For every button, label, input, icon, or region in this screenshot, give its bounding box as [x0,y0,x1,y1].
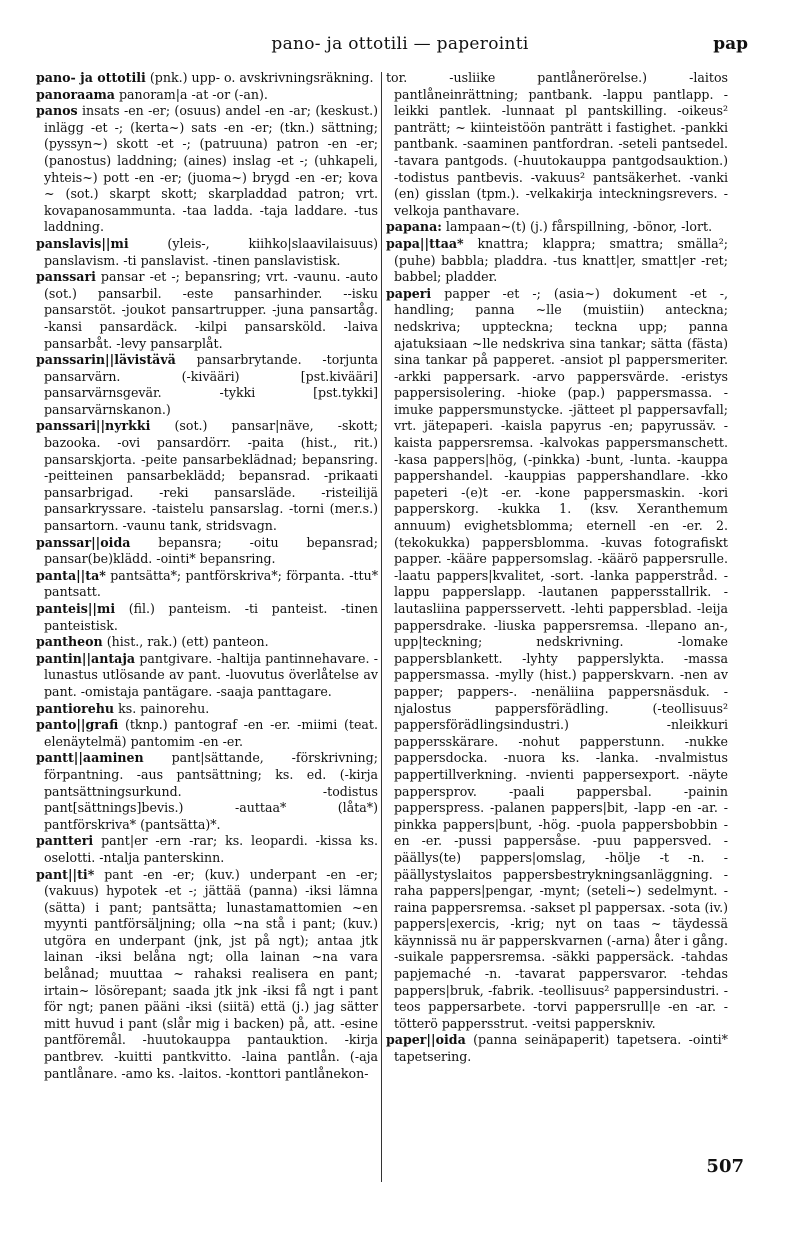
entry-definition: knattra; klappra; smattra; smälla²; (puhe) babbla; pladdra. -tus knatt|er, smatt|er -ret; babbel; pladder. [394,235,728,285]
entry-definition: tor. -usliike pantlånerörelse.) -laitos pantlåneinrättning; pantbank. -lappu pantlapp. -leikki pantlek. -lunnaat pl pantskilling. -oikeus² panträtt; ~ kiinteistöön panträtt i fastighet. -pankki pantbank. -saaminen pantfordran. -seteli pantsedel. -tavara pantgods. (-huutokauppa pantgodsauktion.) -todistus pantbevis. -vakuus² pantsäkerhet. -vanki (en) gisslan (tpm.). -velkakirja inteckningsrevers. -velkoja panthavare. [386,70,728,218]
dictionary-entry [386,219,728,236]
dictionary-entry [36,352,378,418]
entry-headword: panssari [36,269,96,285]
dictionary-entry [36,269,378,352]
entry-definition: pantsätta*; pantförskriva*; förpanta. -ttu* pantsatt. [44,567,378,600]
entry-headword: pantteri [36,833,94,849]
entry-definition: insats -en -er; (osuus) andel -en -ar; (keskust.) inlägg -et -; (kerta~) sats -en -er; (tkn.) sättning; (pyssyn~) skott -et -; (patruuna) patron -en -er; (panostus) laddning; (aines) inslag -et -; (uhkapeli, yhteis~) pott -en -er; (juoma~) brygd -en -er; kova ~ (sot.) skarpt skott; skarpladdad patron; vrt. kovapanosammunta. -taa ladda. -taja laddare. -tus laddning. [44,103,378,235]
entry-headword: panslavis||mi [36,235,129,251]
dictionary-entry [36,87,378,104]
entry-headword: panto||grafi [36,717,119,733]
entry-headword: pano- ja ottotili [36,70,146,85]
entry-headword: panoraama [36,86,115,102]
entry-headword: pantin||antaja [36,650,136,666]
dictionary-entry [36,651,378,701]
entry-definition: (fil.) panteism. -ti panteist. -tinen panteistisk. [44,601,378,633]
dictionary-entry [36,568,378,601]
dictionary-entry [36,750,378,833]
entry-headword: pantheon [36,634,103,650]
dictionary-entry [36,535,378,568]
entry-definition: pant|sättande, -förskrivning; förpantning. -aus pantsättning; ks. ed. (-kirja pantsättningsurkund. -todistus pant[sättnings]bevis.) -auttaa* (låta*) pantförskriva* (pantsätta)*. [44,750,378,832]
dictionary-entry [386,70,728,219]
dictionary-entry [36,236,378,269]
entry-definition: pantgivare. -haltija pantinnehavare. -lunastus utlösande av pant. -luovutus överlåtelse av pant. -omistaja pantägare. -saaja panttagare. [44,650,378,699]
running-title: pano- ja ottotili — paperointi [271,34,529,54]
dictionary-entry [36,634,378,651]
dictionary-entry [386,1032,728,1065]
entry-definition: (tknp.) pantograf -en -er. -miimi (teat. elenäytelmä) pantomim -en -er. [44,717,378,749]
entry-definition: pant -en -er; (kuv.) underpant -en -er; (vakuus) hypotek -et -; jättää (panna) -iksi lämna (sätta) i pant; pantsätta; lunastamattomien ~en myynti pantförsäljning; olla ~na stå i pant; (kuv.) utgöra en underpant (jnk, jst på ngt); antaa jtk lainan -iksi belåna ngt; olla lainan ~na vara belånad; muuttaa ~ rahaksi realisera en pant; irtain~ lösörepant; saada jtk jnk -iksi få ngt i pant för ngt; panen pääni -iksi (siitä) että (j.) jag sätter mitt huvud i pant (slår mig i backen) på, att. -esine pantföremål. -huutokauppa pantauktion. -kirja pantbrev. -kuitti pantkvitto. -laina pantlån. (-aja pantlånare. -amo ks. -laitos. -konttori pantlånekon- [44,866,378,1081]
dictionary-entry [36,70,378,87]
entry-headword: panteis||mi [36,601,116,616]
entry-headword: papa||ttaa* [386,235,464,251]
left-column [36,70,378,1082]
entry-definition: (yleis-, kiihko|slaavilaisuus) panslavism. -ti panslavist. -tinen panslavistisk. [44,235,378,268]
page-number: 507 [706,1156,744,1177]
column-divider [381,72,382,1182]
entry-definition: (panna seinäpaperit) tapetsera. -ointi* tapetsering. [394,1032,728,1065]
entry-headword: pantt||aaminen [36,750,144,766]
entry-definition: panoram|a -at -or (-an). [118,86,268,102]
entry-headword: panssari||nyrkki [36,418,151,434]
entry-headword: panssarin||lävistävä [36,352,176,368]
entry-definition: pansar -et -; bepansring; vrt. -vaunu. -auto (sot.) pansarbil. -este pansarhinder. --isku pansarstöt. -joukot pansartrupper. -juna pansartåg. -kansi pansardäck. -kilpi pansarsköld. -laiva pansarbåt. -levy pansarplåt. [44,269,378,351]
dictionary-entry [36,833,378,866]
entry-definition: bepansra; -oitu bepansrad; pansar(be)klädd. -ointi* bepansring. [44,534,378,567]
entry-definition: (hist., rak.) (ett) panteon. [106,634,269,650]
entry-headword: pantiorehu [36,700,115,716]
right-column [386,70,728,1066]
entry-definition: ks. painorehu. [118,700,210,716]
dictionary-entry [386,236,728,286]
entry-headword: paperi [386,285,432,301]
entry-headword: panta||ta* [36,567,106,583]
dictionary-entry [36,867,378,1083]
entry-definition: pansarbrytande. -torjunta pansarvärn. (-kivääri) [pst.kivääri] pansarvärnsgevär. -tykki [pst.tykki] pansarvärnskanon.) [44,352,378,417]
entry-headword: panssar||oida [36,534,131,550]
guide-word: pap [713,34,748,54]
dictionary-entry [36,701,378,718]
dictionary-entry [386,286,728,1033]
entry-headword: panos [36,103,78,119]
entry-definition: papper -et -; (asia~) dokument -et -, handling; panna ~lle (muistiin) anteckna; nedskriva; uppteckna; teckna upp; panna ajatuksiaan ~lle nedskriva sina tankar; sätta (fästa) sina tankar på papperet. -ansiot pl pappersmeriter. -arkki pappersark. -arvo pappersvärde. -eristys pappersisolering. -hioke (pap.) pappersmassa. -imuke pappersmunstycke. -jätteet pl pappersavfall; vrt. jätepaperi. -kaisla papyrus -en; papyrussäv. -kaista pappersremsa. -kalvokas pappersmanschett. -kasa pappers|hög, (-pinkka) -bunt, -lunta. -kauppa pappershandel. -kauppias pappershandlare. -kko papeteri -(e)t -er. -kone pappersmaskin. -kori papperskorg. -kukka 1. (ksv. Xeranthemum annuum) evighetsblomma; eternell -en -er. 2. (tekokukka) pappersblomma. -kuvas fotografiskt papper. -kääre pappersomslag. -käärö pappersrulle. -laatu pappers|kvalitet, -sort. -lanka papperstråd. -lappu papperslapp. -lautanen pappersstallrik. -lautasliina pappersservett. -lehti pappersblad. -leija pappersdrake. -liuska pappersremsa. -llepano an-, upp|teckning; nedskrivning. -lomake pappersblankett. -lyhty papperslykta. -massa pappersmassa. -mylly (hist.) papperskvarn. -nen av papper; pappers-. -nenäliina pappersnäsduk. -njalostus pappersförädling. (-teollisuus² pappersförädlingsindustri.) -nleikkuri pappersskärare. -nohut papperstunn. -nukke pappersdocka. -nuora ks. -lanka. -nvalmistus pappertillverkning. -nvienti pappersexport. -näyte pappersprov. -paali pappersbal. -painin papperspress. -palanen pappers|bit, -lapp -en -ar. -pinkka pappers|bunt, -hög. -puola pappersbobbin -en -er. -pussi pappersåse. -puu pappersved. -päällys(te) pappers|omslag, -hölje -t -n. -päällystyslaitos pappersbestrykningsanläggning. -raha pappers|pengar, -mynt; (seteli~) sedelmynt. -raina pappersremsa. -sakset pl pappersax. -sota (iv.) pappers|exercis, -krig; nyt on taas ~ täydessä käynnissä nu är papperskvarnen (-arna) åter i gång. -suikale pappersremsa. -säkki pappersäck. -tahdas papjemaché -n. -tavarat pappersvaror. -tehdas pappers|bruk, -fabrik. -teollisuus² pappersindustri. -teos pappersarbete. -torvi pappersrull|e -en -ar. -tötterö pappersstrut. -veitsi papperskniv. [394,285,728,1031]
entry-definition: (pnk.) upp- o. avskrivningsräkning. [149,70,374,85]
entry-definition: pant|er -ern -rar; ks. leopardi. -kissa ks. oselotti. -ntalja panterskinn. [44,833,378,865]
dictionary-entry [36,717,378,750]
entry-definition: lampaan~(t) (j.) fårspillning, -bönor, -lort. [445,219,713,235]
dictionary-entry [36,103,378,236]
entry-definition: (sot.) pansar|näve, -skott; bazooka. -ovi pansardörr. -paita (hist., rit.) pansarskjorta. -peite pansarbeklädnad; bepansring. -peitteinen pansarbeklädd; bepansrad. -prikaati pansarbrigad. -reki pansarsläde. -risteilijä pansarkryssare. -taistelu pansarslag. -torni (mer.s.) pansartorn. -vaunu tank, stridsvagn. [44,418,378,534]
dictionary-entry [36,418,378,534]
entry-headword: paper||oida [386,1032,466,1048]
dictionary-entry [36,601,378,634]
entry-headword: papana: [386,219,442,235]
entry-headword: pant||ti* [36,866,95,882]
